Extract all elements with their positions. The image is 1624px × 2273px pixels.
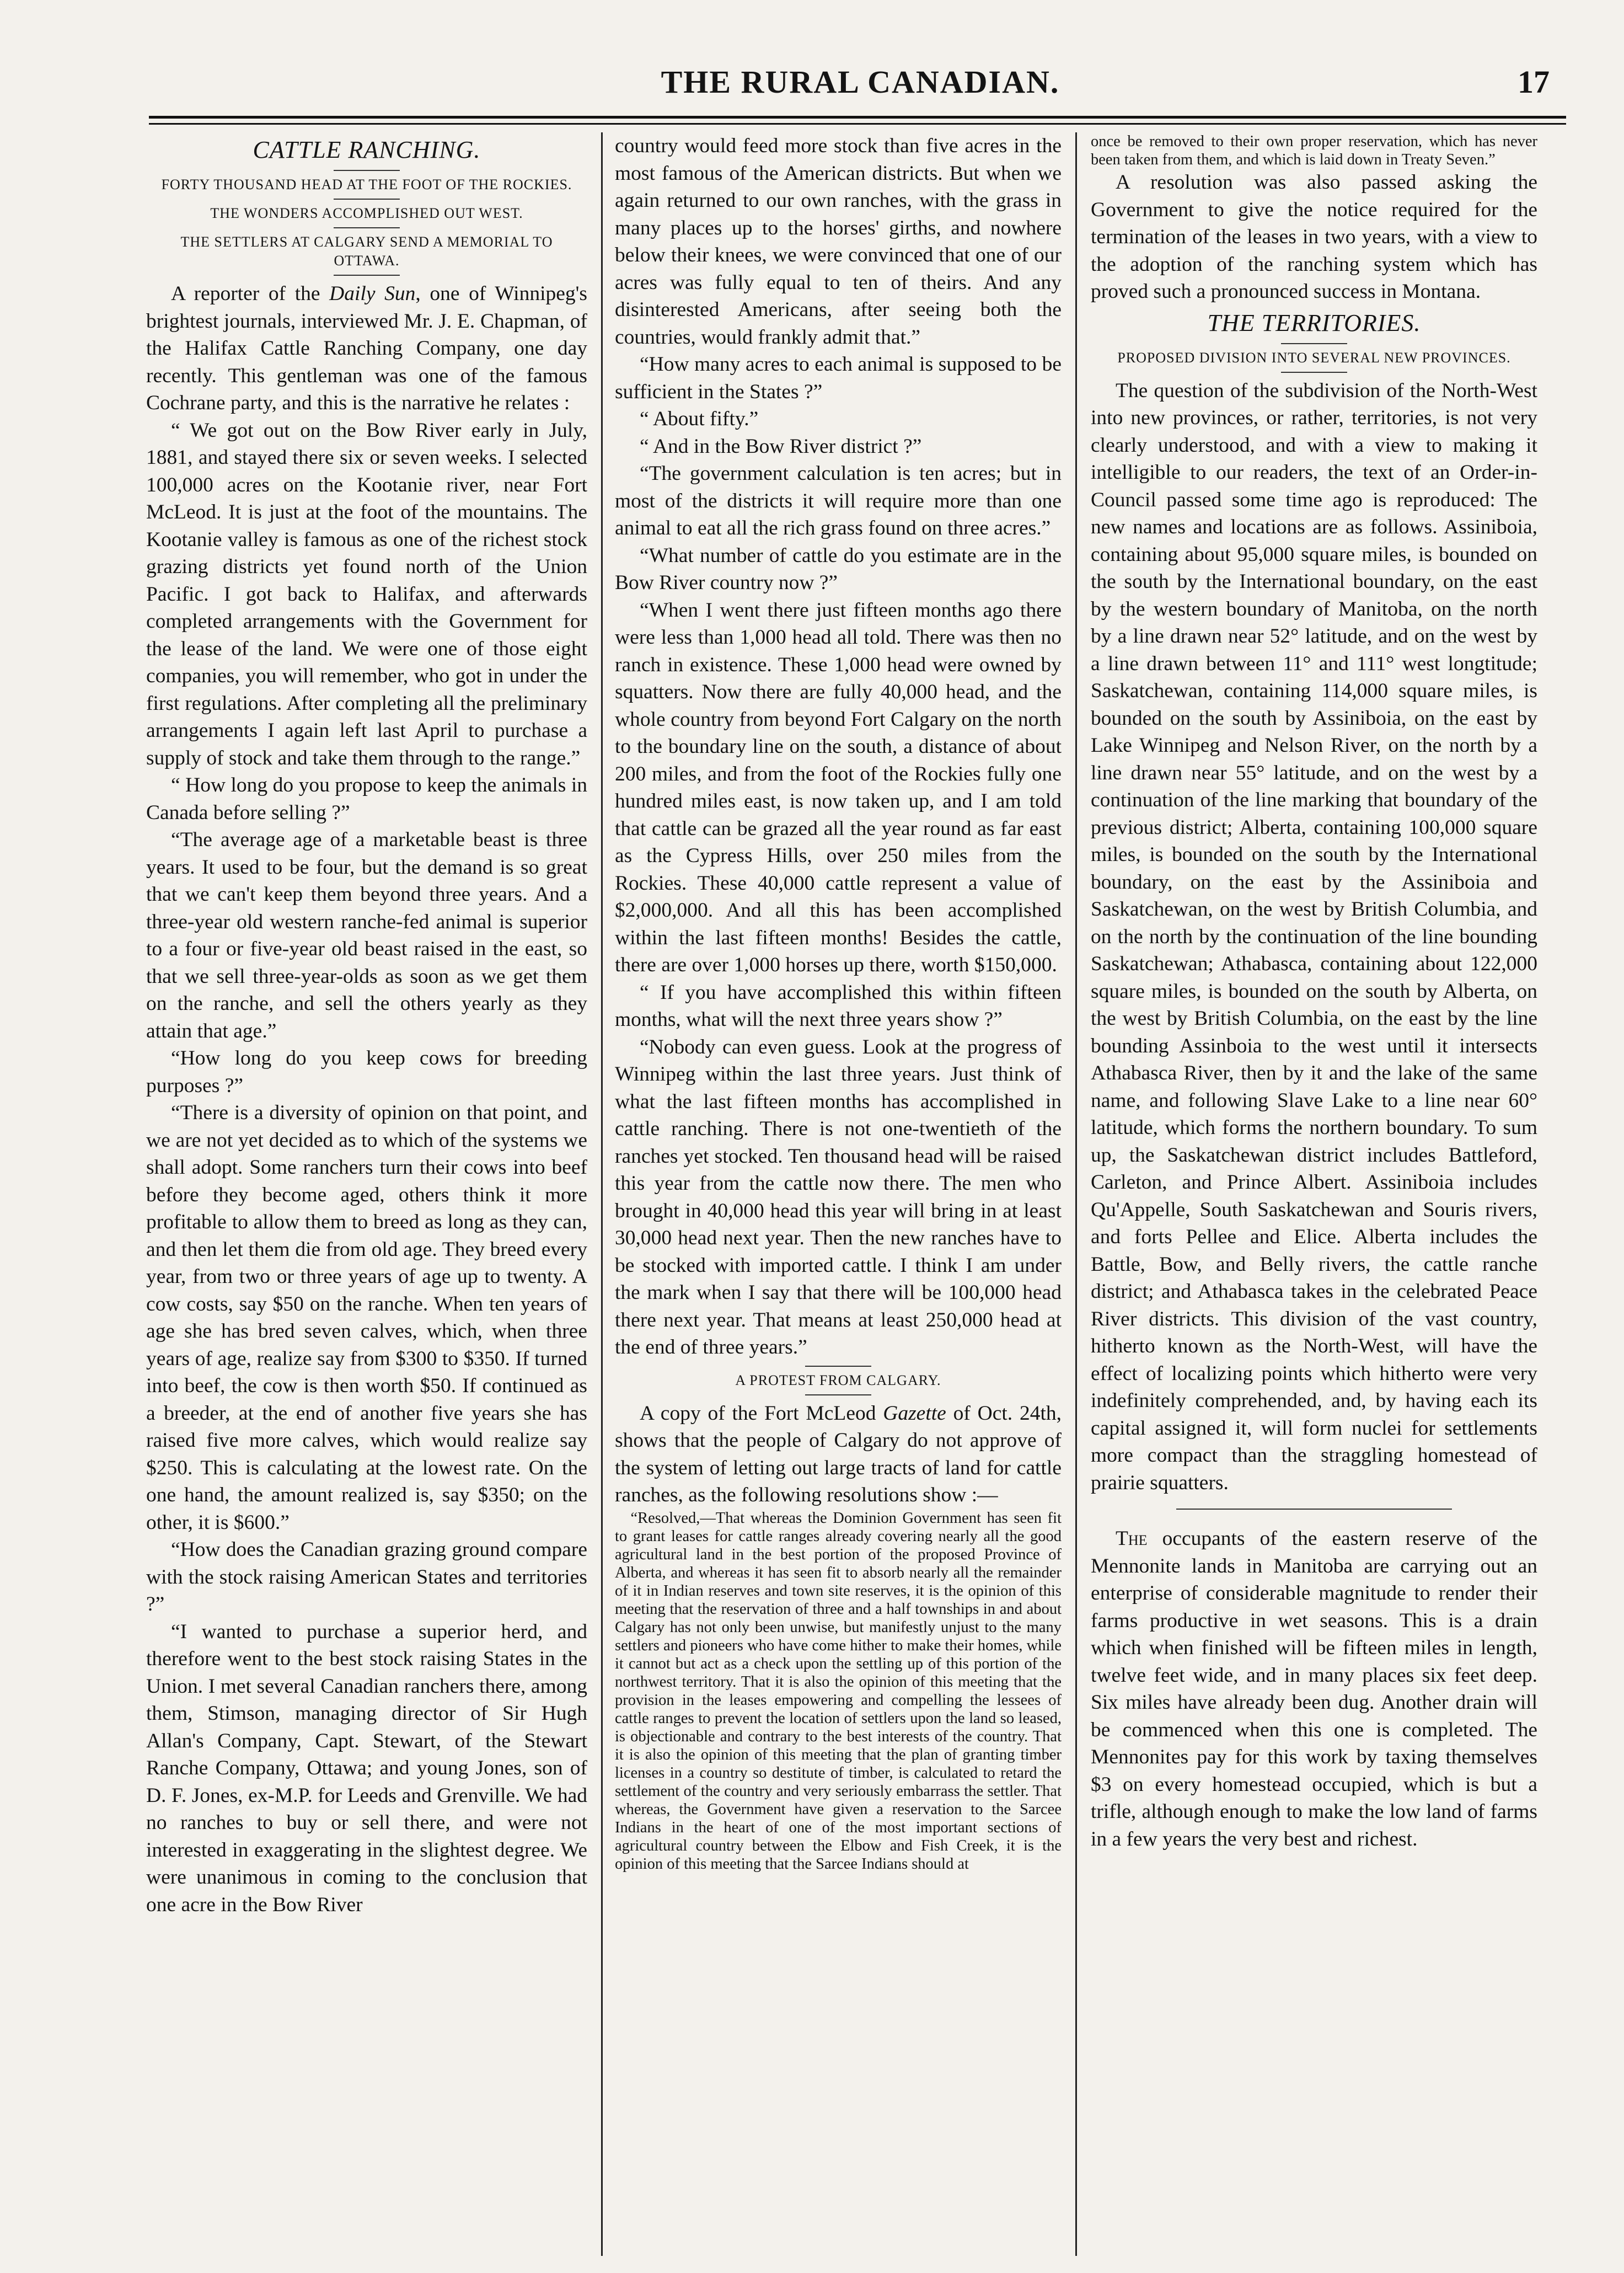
- article-title: THE TERRITORIES.: [1207, 309, 1421, 336]
- paragraph: “The government calculation is ten acres; but in most of the districts it will require more than one animal to eat all the rich grass found on three acres.”: [615, 462, 1062, 539]
- column-divider: [601, 132, 603, 2256]
- paragraph: “ How long do you propose to keep the animals in Canada before selling ?”: [146, 774, 587, 824]
- header-rule-thin: [149, 123, 1566, 125]
- resolution-text: [615, 1509, 1062, 1873]
- paragraph: “There is a diversity of opinion on that point, and we are not yet decided as to which of the systems we shall adopt. Some ranchers turn their cows into beef before they become aged, others think it more profitable to allow them to breed as long as they can, and then let them die from old age. They breed every year, from two or three years of age up to twenty. A cow costs, say $50 on the ranche. When ten years of age she has bred seven calves, which, when three years of age, realize say from $300 to $350. If turned into beef, the cow is then worth $50. If continued as a breeder, at the end of another five years she has raised five more calves, which would realize say $250. This is calculating at the lowest rate. On the one hand, the amount realized is, say $350; on the other, it is $600.”: [146, 1101, 587, 1534]
- article-subheading: THE SETTLERS AT CALGARY SEND A MEMORIAL TO OTTAWA.: [180, 234, 553, 269]
- paragraph: “ About fifty.”: [640, 408, 759, 430]
- paragraph: “How long do you keep cows for breeding purposes ?”: [146, 1047, 587, 1097]
- divider: [334, 199, 400, 200]
- divider: [1176, 1509, 1452, 1510]
- header-rule: [149, 116, 1566, 119]
- divider: [805, 1366, 871, 1367]
- paragraph: A reporter of the Daily Sun, one of Winnipeg's brightest journals, interviewed Mr. J. E. Chapman, of the Halifax Cattle Ranching Company, one day recently. This gentleman was one of the famous Cochrane party, and this is the narrative he relates :: [146, 282, 587, 414]
- page-header: [149, 52, 1572, 113]
- paragraph: “How does the Canadian grazing ground compare with the stock raising American States and territories ?”: [146, 1538, 587, 1616]
- paragraph: “How many acres to each animal is supposed to be sufficient in the States ?”: [615, 353, 1062, 403]
- paragraph: “Nobody can even guess. Look at the progress of Winnipeg within the last three years. Just think of what the last fifteen months has accomplished in cattle ranching. There is not one-twentieth of the ranches yet stocked. Ten thousand head will be raised this year from the cattle now there. The men who brought in 40,000 head this year will bring in at least 30,000 head next year. Then the new ranches have to be stocked with imported cattle. I think I am under the mark when I say that there will be 100,000 head there next year. That means at least 250,000 head at the end of three years.”: [615, 1035, 1062, 1359]
- column-3: [1091, 132, 1537, 1853]
- column-1: [146, 132, 587, 1918]
- paragraph: “What number of cattle do you estimate are in the Bow River country now ?”: [615, 544, 1062, 594]
- paragraph: The question of the subdivision of the North-West into new provinces, or rather, territories, is not very clearly understood, and with a view to making it intelligible to our readers, the text of an Order-in-Council passed some time ago is reproduced: The new names and locations are as follows. Assiniboia, containing about 95,000 square miles, is bounded on the south by the International boundary, on the east by the western boundary of Manitoba, on the north by a line drawn near 52° latitude, and on the west by a line drawn between 11° and 111° west longtitude; Saskatchewan, containing 114,000 square miles, is bounded on the south by Assiniboia, on the east by Lake Winnipeg and Nelson River, on the north by a line drawn near 55° latitude, and on the west by a continuation of the line marking that boundary of the previous district; Alberta, containing 100,000 square miles, is bounded on the south by the International boundary, on the east by the Assiniboia and Saskatchewan, on the west by British Columbia, and on the north by the continuation of the line bounding Saskatchewan; Athabasca, containing about 122,000 square miles, is bounded on the south by Alberta, on the west by British Columbia, on the east by the line bounding Assinboia to the west until it intersects Athabasca River, then by it and the lake of the same name, and following Slave Lake to a line near 60° latitude, which forms the northern boundary. To sum up, the Saskatchewan district includes Battleford, Carleton, and Prince Albert. Assiniboia includes Qu'Appelle, South Saskatchewan and Souris rivers, and forts Pellee and Elice. Alberta includes the Battle, Bow, and Belly rivers, the cattle ranche district; and Athabasca takes in the celebrated Peace River districts. This division of the vast country, hitherto known as the North-West, will have the effect of localizing points which hitherto were very indefinitely comprehended, and, by having each its capital assigned it, will form nuclei for settlements more compact than the straggling homestead of prairie squatters.: [1091, 379, 1537, 1494]
- paragraph: country would feed more stock than five acres in the most famous of the American districts. But when we again returned to our own ranches, with the grass in many places up to the horses' girths, and nowhere below their knees, we were convinced that one of our acres was fully equal to ten of theirs. And any disinterested Americans, after seeing both the countries, would frankly admit that.”: [615, 135, 1062, 349]
- paragraph: “ And in the Bow River district ?”: [640, 435, 922, 458]
- divider: [334, 227, 400, 228]
- article-title: CATTLE RANCHING.: [253, 136, 481, 163]
- page-number: 17: [1518, 64, 1550, 100]
- article-subheading: THE WONDERS ACCOMPLISHED OUT WEST.: [210, 205, 523, 221]
- resolution-text: [1091, 132, 1537, 169]
- divider: [1281, 343, 1347, 344]
- paragraph: “When I went there just fifteen months ago there were less than 1,000 head all told. There was then no ranch in existence. These 1,000 head were owned by squatters. Now there are fully 40,000 head, and the whole country from beyond Fort Calgary on the north to the boundary line on the south, a distance of about 200 miles, and from the foot of the Rockies fully one hundred miles east, is now taken up, and I am told that cattle can be grazed all the year round as far east as the Cypress Hills, over 250 miles from the Rockies. These 40,000 cattle represent a value of $2,000,000. And all this has been accomplished within the last fifteen months! Besides the cattle, there are over 1,000 horses up there, worth $150,000.: [615, 598, 1062, 976]
- divider: [334, 170, 400, 171]
- paragraph: “ If you have accomplished this within fifteen months, what will the next three years show ?”: [615, 981, 1062, 1031]
- divider: [334, 275, 400, 276]
- divider: [805, 1394, 871, 1395]
- paragraph: “ We got out on the Bow River early in July, 1881, and stayed there six or seven weeks. I selected 100,000 acres on the Kootanie river, near Fort McLeod. It is just at the foot of the mountains. The Kootanie valley is famous as one of the richest stock grazing districts yet found north of the Union Pacific. I got back to Halifax, and afterwards completed arrangements with the Government for the lease of the land. We were one of those eight companies, you will remember, who got in under the first regulations. After completing all the preliminary arrangements I again left last April to purchase a supply of stock and take them through to the range.”: [146, 419, 587, 769]
- paragraph: The occupants of the eastern reserve of the Mennonite lands in Manitoba are carrying out an enterprise of considerable magnitude to render their farms productive in wet seasons. This is a drain which when finished will be fifteen miles in length, twelve feet wide, and in many places six feet deep. Six miles have already been dug. Another drain will be commenced when this one is completed. The Mennonites pay for this work by taxing themselves $3 on every homestead occupied, which is but a trifle, although enough to make the low land of farms in a few years the very best and richest.: [1091, 1527, 1537, 1851]
- article-subheading: PROPOSED DIVISION INTO SEVERAL NEW PROVINCES.: [1117, 349, 1511, 366]
- article-subheading: A PROTEST FROM CALGARY.: [735, 1372, 941, 1388]
- paragraph: once be removed to their own proper reservation, which has never been taken from them, and which is laid down in Treaty Seven.”: [1091, 133, 1537, 168]
- paragraph: “The average age of a marketable beast is three years. It used to be four, but the demand is so great that we can't keep them beyond three years. And a three-year old western ranche-fed animal is superior to a four or five-year old beast raised in the east, so that we sell three-year-olds as soon as we get them on the ranche, and sell the others yearly as they attain that age.”: [146, 828, 587, 1042]
- paragraph: “Resolved,—That whereas the Dominion Government has seen fit to grant leases for cattle ranges already covering nearly all the good agricultural land in the best portion of the proposed Province of Alberta, and whereas it has seen fit to absorb nearly all the remainder of it in Indian reserves and town site reserves, it is the opinion of this meeting that the reservation of three and a half townships in and about Calgary has not only been unwise, but manifestly unjust to the many settlers and pioneers who have come hither to make their homes, while it cannot but act as a check upon the settling up of this portion of the northwest territory. That it is also the opinion of this meeting that the provision in the leases empowering and compelling the lessees of cattle ranges to prevent the location of settlers upon the land so leased, is objectionable and contrary to the best interests of the country. That it is also the opinion of this meeting that the plan of granting timber licenses in a country so destitute of timber, is calculated to retard the settlement of the country and very seriously embarrass the settler. That whereas, the Government have given a reservation to the Sarcee Indians in the heart of one of the most important sections of agricultural country between the Elbow and Fish Creek, it is the opinion of this meeting that the Sarcee Indians should at: [615, 1509, 1062, 1873]
- divider: [1281, 372, 1347, 373]
- paragraph: “I wanted to purchase a superior herd, and therefore went to the best stock raising States in the Union. I met several Canadian ranchers there, among them, Stimson, managing director of Sir Hugh Allan's Company, Capt. Stewart, of the Stewart Ranche Company, Ottawa; and young Jones, son of D. F. Jones, ex-M.P. for Leeds and Grenville. We had no ranches to buy or sell there, and were not interested in exaggerating in the slightest degree. We were unanimous in coming to the conclusion that one acre in the Bow River: [146, 1620, 587, 1916]
- article-subheading: FORTY THOUSAND HEAD AT THE FOOT OF THE ROCKIES.: [161, 177, 572, 192]
- newspaper-title: THE RURAL CANADIAN.: [661, 64, 1060, 100]
- paragraph: A resolution was also passed asking the Government to give the notice required for the termination of the leases in two years, with a view to the adoption of the ranching system which has proved such a pronounced success in Montana.: [1091, 171, 1537, 303]
- column-2: [615, 132, 1062, 1873]
- paragraph: A copy of the Fort McLeod Gazette of Oct. 24th, shows that the people of Calgary do not approve of the system of letting out large tracts of land for cattle ranches, as the following resolutions show :—: [615, 1402, 1062, 1506]
- column-divider: [1075, 132, 1077, 2256]
